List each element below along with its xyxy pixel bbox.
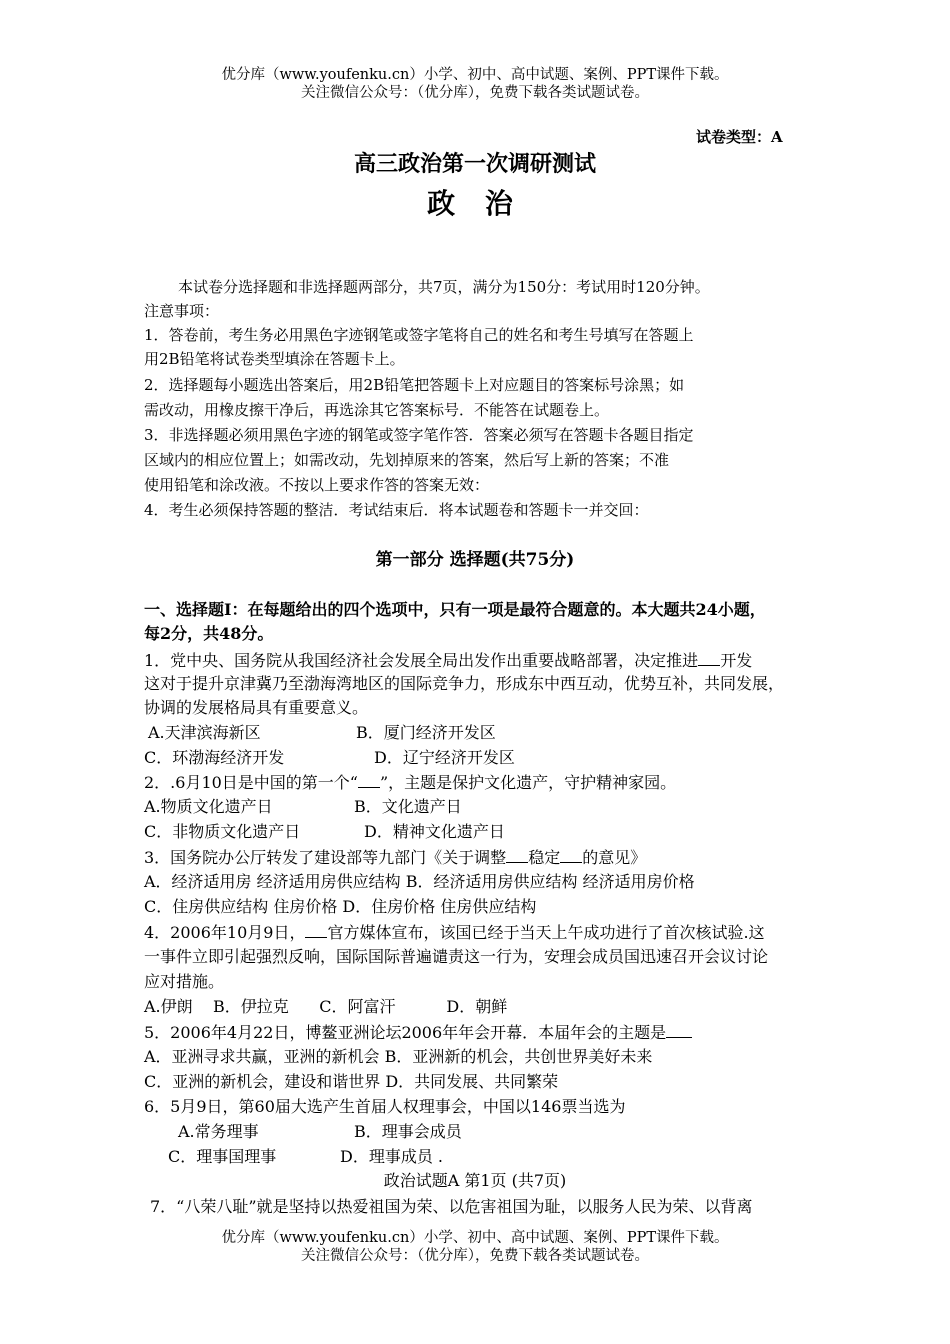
intro-text: 本试卷分选择题和非选择题两部分，共7页，满分为150分：考试用时120分钟。 bbox=[178, 278, 710, 296]
site-footer-line1: 优分库（www.youfenku.cn）小学、初中、高中试题、案例、PPT课件下载。 bbox=[221, 1230, 729, 1246]
notice-line: 需改动，用橡皮擦干净后，再选涂其它答案标号．不能答在试题卷上。 bbox=[144, 401, 610, 419]
notice-line: 区域内的相应位置上；如需改动，先划掉原来的答案，然后写上新的答案；不准 bbox=[144, 451, 670, 469]
question-4-options: A.伊朗 B．伊拉克 C．阿富汗 D．朝鲜 bbox=[144, 997, 508, 1016]
site-header-line2: 关注微信公众号：（优分库），免费下载各类试题试卷。 bbox=[301, 85, 649, 101]
question-4-stem: 应对措施。 bbox=[144, 972, 225, 991]
notice-line: 3．非选择题必须用黑色字迹的钢笔或签字笔作答．答案必须写在答题卡各题目指定 bbox=[144, 426, 694, 444]
notice-line: 1．答卷前，考生务必用黑色字迹钢笔或签字笔将自己的姓名和考生号填写在答题上 bbox=[144, 326, 694, 344]
question-3-options-ab: A．经济适用房 经济适用房供应结构 B．经济适用房供应结构 经济适用房价格 bbox=[144, 872, 695, 891]
answer-blank bbox=[305, 921, 327, 938]
question-6-stem: 6．5月9日，第60届大选产生首届人权理事会，中国以146票当选为 bbox=[144, 1097, 626, 1116]
question-1-stem: 1．党中央、国务院从我国经济社会发展全局出发作出重要战略部署，决定推进 开发 bbox=[144, 651, 753, 670]
question-6-option-a: A.常务理事 bbox=[178, 1122, 259, 1141]
question-3-options-cd: C．住房供应结构 住房价格 D．住房价格 住房供应结构 bbox=[144, 897, 537, 916]
notice-title: 注意事项： bbox=[144, 302, 220, 320]
subject-title: 政 治 bbox=[427, 187, 523, 220]
exam-title: 高三政治第一次调研测试 bbox=[353, 151, 596, 177]
answer-blank bbox=[506, 846, 528, 863]
question-2-option-c: C．非物质文化遗产日 bbox=[144, 822, 301, 841]
answer-blank bbox=[560, 846, 582, 863]
question-1-stem: 这对于提升京津冀乃至渤海湾地区的国际竞争力，形成东中西互动，优势互补，共同发展， bbox=[144, 674, 785, 693]
answer-blank bbox=[666, 1021, 692, 1038]
question-2-option-a: A.物质文化遗产日 bbox=[144, 797, 273, 816]
site-footer-line2: 关注微信公众号：（优分库），免费下载各类试题试卷。 bbox=[301, 1248, 649, 1264]
question-2-option-d: D．精神文化遗产日 bbox=[364, 822, 505, 841]
section1-instruction: 每2分，共48分。 bbox=[144, 624, 274, 643]
question-1-option-c: C．环渤海经济开发 bbox=[144, 748, 285, 767]
answer-blank bbox=[358, 771, 380, 788]
question-7-stem: 7．“八荣八耻”就是坚持以热爱祖国为荣、以危害祖国为耻，以服务人民为荣、以背离 bbox=[150, 1197, 753, 1216]
page-number: 政治试题A 第1页 (共7页) bbox=[383, 1171, 567, 1190]
question-1-option-a: A.天津滨海新区 bbox=[148, 723, 261, 742]
question-6-option-b: B．理事会成员 bbox=[354, 1122, 462, 1141]
notice-line: 4．考生必须保持答题的整洁．考试结束后．将本试题卷和答题卡一并交回： bbox=[144, 501, 649, 519]
question-5-options-cd: C．亚洲的新机会，建设和谐世界 D．共同发展、共同繁荣 bbox=[144, 1072, 559, 1091]
question-1-stem: 协调的发展格局具有重要意义。 bbox=[144, 698, 369, 717]
question-3-stem: 3．国务院办公厅转发了建设部等九部门《关于调整 稳定 的意见》 bbox=[144, 848, 647, 867]
notice-line: 使用铅笔和涂改液。不按以上要求作答的答案无效： bbox=[144, 476, 490, 494]
notice-line: 用2B铅笔将试卷类型填涂在答题卡上。 bbox=[144, 350, 405, 368]
section1-instruction: 一、选择题I：在每题给出的四个选项中，只有一项是最符合题意的。本大题共24小题， bbox=[144, 600, 766, 619]
question-4-stem: 4．2006年10月9日， 官方媒体宣布，该国已经于当天上午成功进行了首次核试验.这 bbox=[144, 923, 765, 942]
question-5-stem: 5．2006年4月22日，博鳌亚洲论坛2006年年会开幕．本届年会的主题是 bbox=[144, 1021, 692, 1044]
question-6-option-c: C．理事国理事 bbox=[168, 1147, 277, 1166]
notice-line: 2．选择题每小题选出答案后，用2B铅笔把答题卡上对应题目的答案标号涂黑；如 bbox=[144, 376, 685, 394]
question-2-stem: 2．.6月10日是中国的第一个“ ”，主题是保护文化遗产，守护精神家园。 bbox=[144, 773, 677, 792]
answer-blank bbox=[698, 649, 720, 666]
question-1-option-b: B．厦门经济开发区 bbox=[356, 723, 496, 742]
question-4-stem: 一事件立即引起强烈反响，国际国际普遍谴责这一行为，安理会成员国迅速召开会议讨论 bbox=[144, 947, 769, 966]
question-2-option-b: B．文化遗产日 bbox=[354, 797, 462, 816]
question-5-options-ab: A．亚洲寻求共赢，亚洲的新机会 B．亚洲新的机会，共创世界美好未来 bbox=[144, 1047, 653, 1066]
paper-type: 试卷类型：A bbox=[696, 128, 783, 146]
question-1-option-d: D．辽宁经济开发区 bbox=[374, 748, 515, 767]
question-6-option-d: D．理事成员 . bbox=[340, 1147, 444, 1166]
site-header-line1: 优分库（www.youfenku.cn）小学、初中、高中试题、案例、PPT课件下载。 bbox=[221, 67, 729, 83]
part1-title: 第一部分 选择题(共75分) bbox=[375, 550, 575, 570]
